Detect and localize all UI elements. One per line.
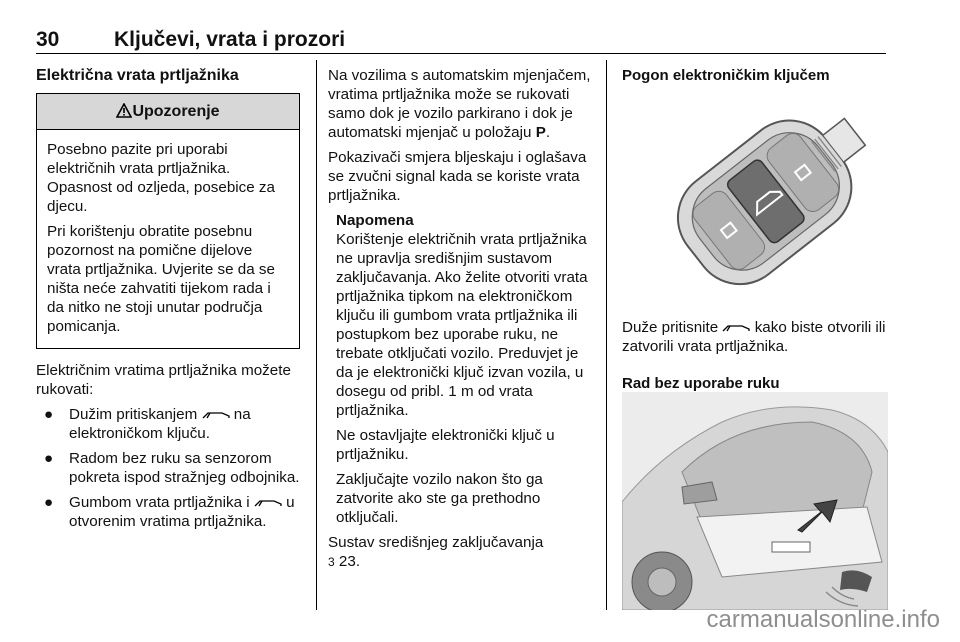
paragraph-text: . <box>545 124 551 141</box>
paragraph-text: Na vozilima s automatskim mjenjačem, vratima prtljažnika može se rukovati samo dok je vozilo parkirano i dok je automatski mjenjač u položaju <box>328 67 591 141</box>
column-divider <box>316 60 317 610</box>
warning-box <box>36 93 300 349</box>
column-divider <box>606 60 607 610</box>
column-left <box>36 66 300 537</box>
warning-text: Posebno pazite pri uporabi električnih vrata prtljažnika. Opasnost od ozljeda, posebice za djecu. <box>47 141 275 215</box>
paragraph: Pokazivači smjera bljeskaju i oglašava se zvučni signal kada se koriste vrata prtljažnika. <box>328 149 587 204</box>
warning-text: Pri korištenju obratite posebnu pozornost na pomične dijelove vrata prtljažnika. Uvjerite se da se ništa neće zahvatiti tijekom rada i da nitko ne stoji unutar područja pomicanja. <box>47 223 275 335</box>
warning-triangle-icon <box>116 103 132 118</box>
column-right <box>622 66 888 93</box>
reference-text: Sustav središnjeg zaključavanja <box>328 534 544 551</box>
list-item-text: Dužim pritiskanjem <box>69 406 198 423</box>
electronic-key-figure <box>646 100 886 300</box>
paragraph <box>328 66 592 142</box>
arrow-icon: 3 <box>328 555 335 569</box>
page-number: 30 <box>36 28 60 51</box>
section-title: Električna vrata prtljažnika <box>36 67 239 84</box>
paragraph-text: Duže pritisnite <box>622 319 719 336</box>
note-title: Napomena <box>336 212 414 229</box>
tailgate-icon <box>254 498 282 508</box>
list-item-text: u otvorenim vratima prtljažnika. <box>69 494 295 530</box>
warning-body <box>37 130 299 348</box>
intro-text: Električnim vratima prtljažnika možete rukovati: <box>36 362 291 398</box>
gear-position: P <box>535 124 546 141</box>
list-item-text: Radom bez ruku sa senzorom pokreta ispod stražnjeg odbojnika. <box>69 450 300 486</box>
note-text: Ne ostavljajte elektronički ključ u prtljažniku. <box>336 427 555 463</box>
page-header <box>36 28 345 52</box>
warning-title: Upozorenje <box>132 103 220 120</box>
key-section-title: Pogon elektroničkim ključem <box>622 67 830 84</box>
car-rear-figure <box>622 392 888 610</box>
column-middle <box>328 66 592 578</box>
header-rule <box>36 53 886 54</box>
chapter-title: Ključevi, vrata i prozori <box>114 28 346 51</box>
key-instructions <box>622 318 890 401</box>
list-item <box>36 449 300 487</box>
cross-reference <box>328 533 592 572</box>
note-text: Korištenje električnih vrata prtljažnika ne upravlja središnjim sustavom zaključavanja. Ako želite otvoriti vrata prtljažnika tipkom na elektroničkom ključu ili gumbom vrata prtljažnika ili postupkom bez uporabe ruku, ne trebate otključati vozilo. Preduvjet je da je elektronički ključ izvan vozila, u dosegu od pribl. 1 m od vrata prtljažnika. <box>336 231 588 419</box>
reference-page: 23. <box>338 553 361 570</box>
list-item-text: na elektroničkom ključu. <box>69 406 251 442</box>
bullet: ● <box>44 406 54 423</box>
watermark: carmanualsonline.info <box>706 606 940 633</box>
bullet-list <box>36 405 300 531</box>
list-item <box>36 405 300 443</box>
tailgate-icon <box>722 323 750 333</box>
list-item-text: Gumbom vrata prtljažnika i <box>69 494 250 511</box>
paragraph <box>622 318 890 356</box>
paragraph-text: kako biste otvorili ili zatvorili vrata prtljažnika. <box>622 319 886 355</box>
note-block <box>328 211 592 527</box>
bullet: ● <box>44 494 54 511</box>
warning-header <box>37 94 299 130</box>
bullet: ● <box>44 450 54 467</box>
note-text: Zaključajte vozilo nakon što ga zatvorite ako ste ga prethodno otključali. <box>336 471 543 526</box>
tailgate-icon <box>202 410 230 420</box>
list-item <box>36 493 300 531</box>
handsfree-section-title: Rad bez uporabe ruku <box>622 375 780 392</box>
